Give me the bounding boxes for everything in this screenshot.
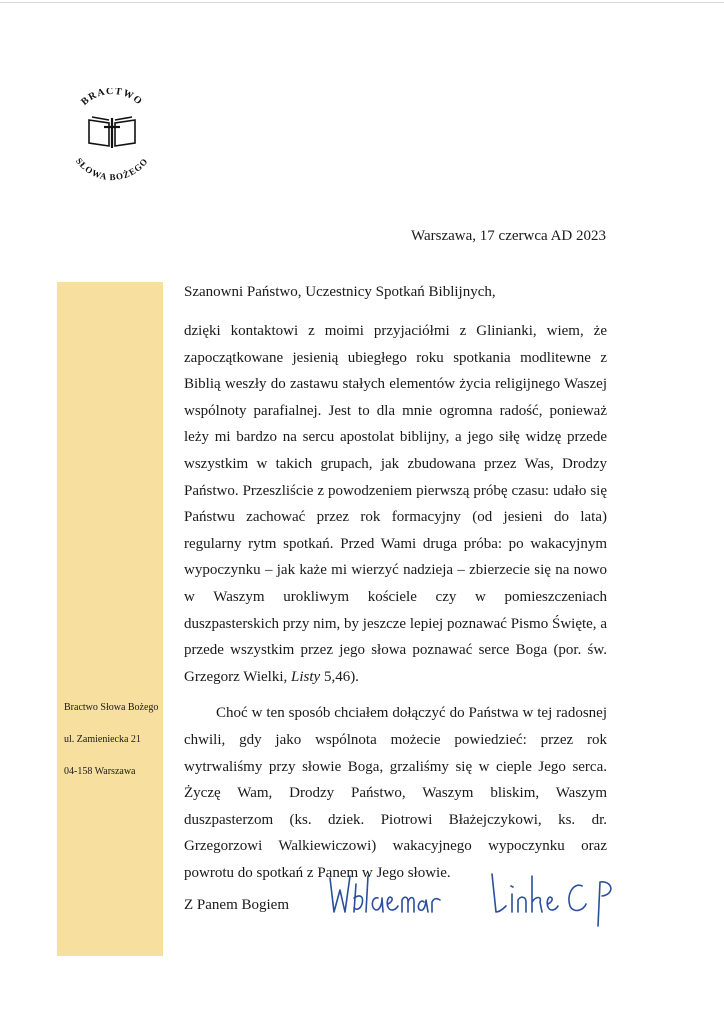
bractwo-logo	[62, 88, 162, 188]
letter-paragraph-2: Choć w ten sposób chciałem dołączyć do Państwa w tej radosnej chwili, gdy jako wspólnota możecie powiedzieć: przez rok wytrwaliśmy przy słowie Boga, grzaliśmy się w cieple Jego serca. Życzę Wam, Drodzy Państwo, Waszym bliskim, Waszym duszpasterzom (ks. dziek. Piotrowi Błażejczykowi, ks. dr. Grzegorzowi Walkiewiczowi) wakacyjnego wypoczynku oraz powrotu do spotkań z Panem w Jego słowie.	[184, 705, 607, 881]
svg-text:SŁOWA BOŻEGO	[74, 156, 150, 182]
sender-org-name: Bractwo Słowa Bożego	[64, 702, 159, 713]
paragraph-1-citation-title: Listy	[291, 668, 321, 685]
address-sidebar	[57, 282, 163, 956]
logo-top-text: BRACTWO	[79, 88, 145, 108]
signature-ink	[320, 868, 660, 928]
logo-bottom-text: SŁOWA BOŻEGO	[73, 155, 151, 183]
letter-salutation: Szanowni Państwo, Uczestnicy Spotkań Biblijnych,	[184, 284, 496, 300]
letter-paragraph-1	[184, 318, 607, 690]
letter-date: Warszawa, 17 czerwca AD 2023	[411, 228, 606, 244]
letter-body	[184, 280, 607, 918]
scan-edge-line	[0, 2, 724, 3]
handwritten-signature	[320, 868, 660, 928]
paragraph-1-citation-ref: 5,46).	[320, 668, 359, 685]
open-book-with-cross-icon	[89, 117, 135, 148]
paragraph-1-text: dzięki kontaktowi z moimi przyjaciółmi z Glinianki, wiem, że zapoczątkowane jesienią ubiegłego roku spotkania modlitewne z Biblią weszły do zastawu stałych elementów życia religijnego Waszej wspólnoty parafialnej. Jest to dla mnie ogromna radość, ponieważ leży mi bardzo na sercu apostolat biblijny, a jego siłę widzę przede wszystkim w takich grupach, jak zbudowana przez Was, Drodzy Państwo. Przeszliście z powodzeniem pierwszą próbę czasu: udało się Państwu zachować przez rok formacyjny (od jesieni do lata) regularny rytm spotkań. Przed Wami druga próba: po wakacyjnym wypoczynku – jak każe mi wierzyć nadzieja – zbierzecie się na nowo w Waszym urokliwym kościele czy w pomieszczeniach duszpasterskich przy nim, by jeszcze lepiej poznawać Pismo Święte, a przede wszystkim przez jego słowa poznawać serce Boga (por. św. Grzegorz Wielki,	[184, 323, 607, 685]
sender-street: ul. Zamieniecka 21	[64, 734, 141, 745]
sender-address	[64, 703, 158, 799]
letter-closing: Z Panem Bogiem	[184, 897, 289, 914]
svg-text:BRACTWO	[79, 88, 144, 108]
sender-city: 04-158 Warszawa	[64, 766, 136, 777]
